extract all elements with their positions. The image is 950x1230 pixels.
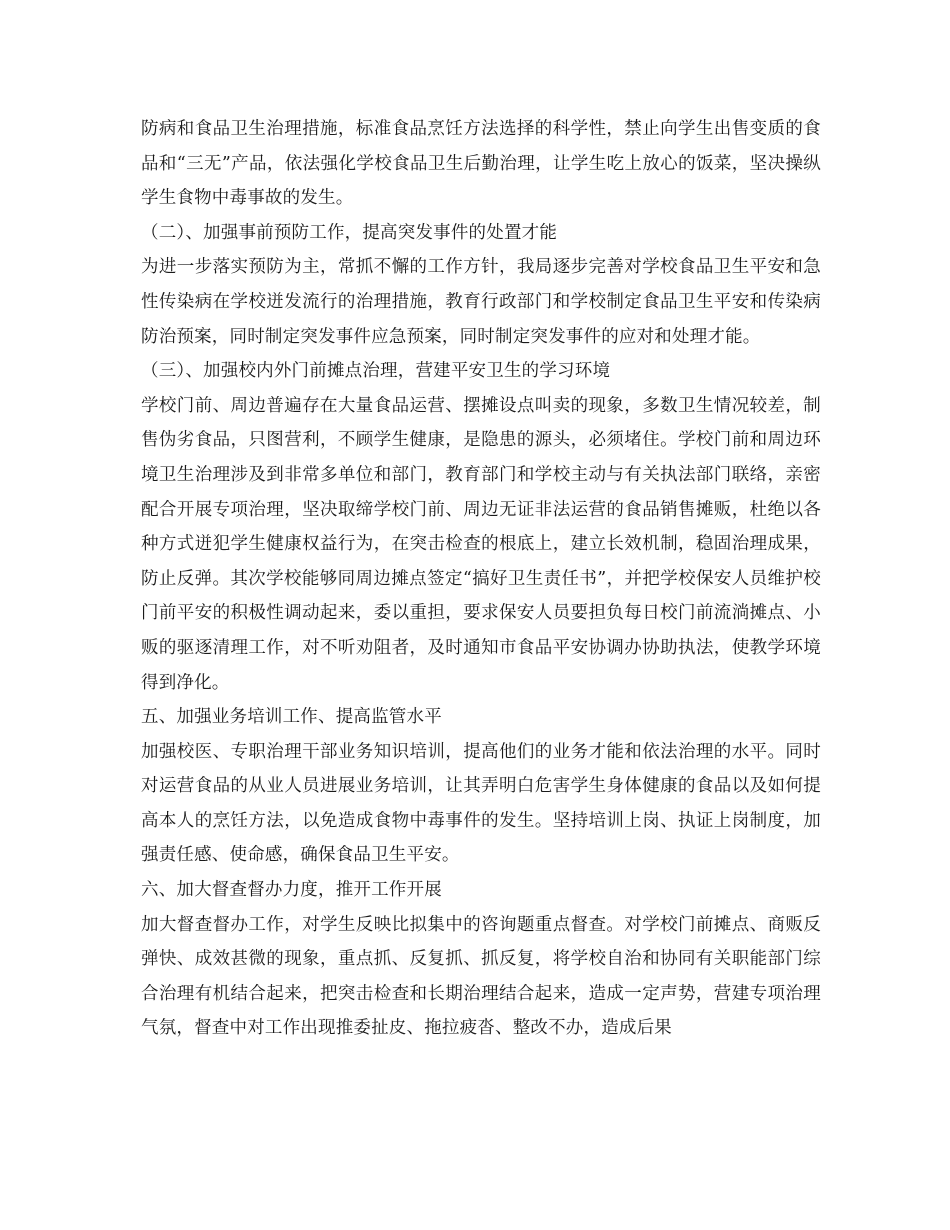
paragraph-training: 加强校医、专职治理干部业务知识培训，提高他们的业务才能和依法治理的水平。同时对运营食品的从业人员进展业务培训，让其弄明白危害学生身体健康的食品以及如何提高本人的烹饪方法，以免造成食物中毒事件的发生。坚持培训上岗、执证上岗制度，加强责任感、使命感，确保食品卫生平安。	[141, 741, 821, 866]
document-body	[141, 112, 821, 1046]
paragraph-vendor-management: 学校门前、周边普遍存在大量食品运营、摆摊设点叫卖的现象，多数卫生情况较差，制售伪劣食品，只图营利，不顾学生健康，是隐患的源头，必须堵住。学校门前和周边环境卫生治理涉及到非常多单位和部门，教育部门和学校主动与有关执法部门联络，亲密配合开展专项治理，坚决取缔学校门前、周边无证非法运营的食品销售摊贩，杜绝以各种方式迸犯学生健康权益行为，在突击检查的根底上，建立长效机制，稳固治理成果，防止反弹。其次学校能够同周边摊点签定“搞好卫生责任书”，并把学校保安人员维护校门前平安的积极性调动起来，委以重担，要求保安人员要担负每日校门前流淌摊点、小贩的驱逐清理工作，对不听劝阻者，及时通知市食品平安协调办协助执法，使教学环境得到净化。	[141, 395, 821, 693]
paragraph-food-hygiene-measures: 防病和食品卫生治理措施，标准食品烹饪方法选择的科学性，禁止向学生出售变质的食品和“三无”产品，依法强化学校食品卫生后勤治理，让学生吃上放心的饭菜，坚决操纵学生食物中毒事故的发生。	[141, 119, 821, 209]
heading-training: 五、加强业务培训工作、提高监管水平	[141, 707, 442, 728]
paragraph-prevention: 为进一步落实预防为主，常抓不懈的工作方针，我局逐步完善对学校食品卫生平安和急性传染病在学校迸发流行的治理措施，教育行政部门和学校制定食品卫生平安和传染病防治预案，同时制定突发事件应急预案，同时制定突发事件的应对和处理才能。	[141, 257, 821, 347]
heading-vendor-management: （三）、加强校内外门前摊点治理，营建平安卫生的学习环境	[141, 361, 611, 382]
heading-prevention: （二）、加强事前预防工作，提高突发事件的处置才能	[141, 222, 558, 243]
paragraph-supervision: 加大督查督办工作，对学生反映比拟集中的咨询题重点督查。对学校门前摊点、商贩反弹快、成效甚微的现象，重点抓、反复抓、抓反复，将学校自治和协同有关职能部门综合治理有机结合起来，把突击检查和长期治理结合起来，造成一定声势，营建专项治理气氛，督查中对工作出现推委扯皮、拖拉疲沓、整改不办，造成后果	[141, 914, 821, 1039]
heading-supervision: 六、加大督查督办力度，推开工作开展	[141, 880, 442, 901]
